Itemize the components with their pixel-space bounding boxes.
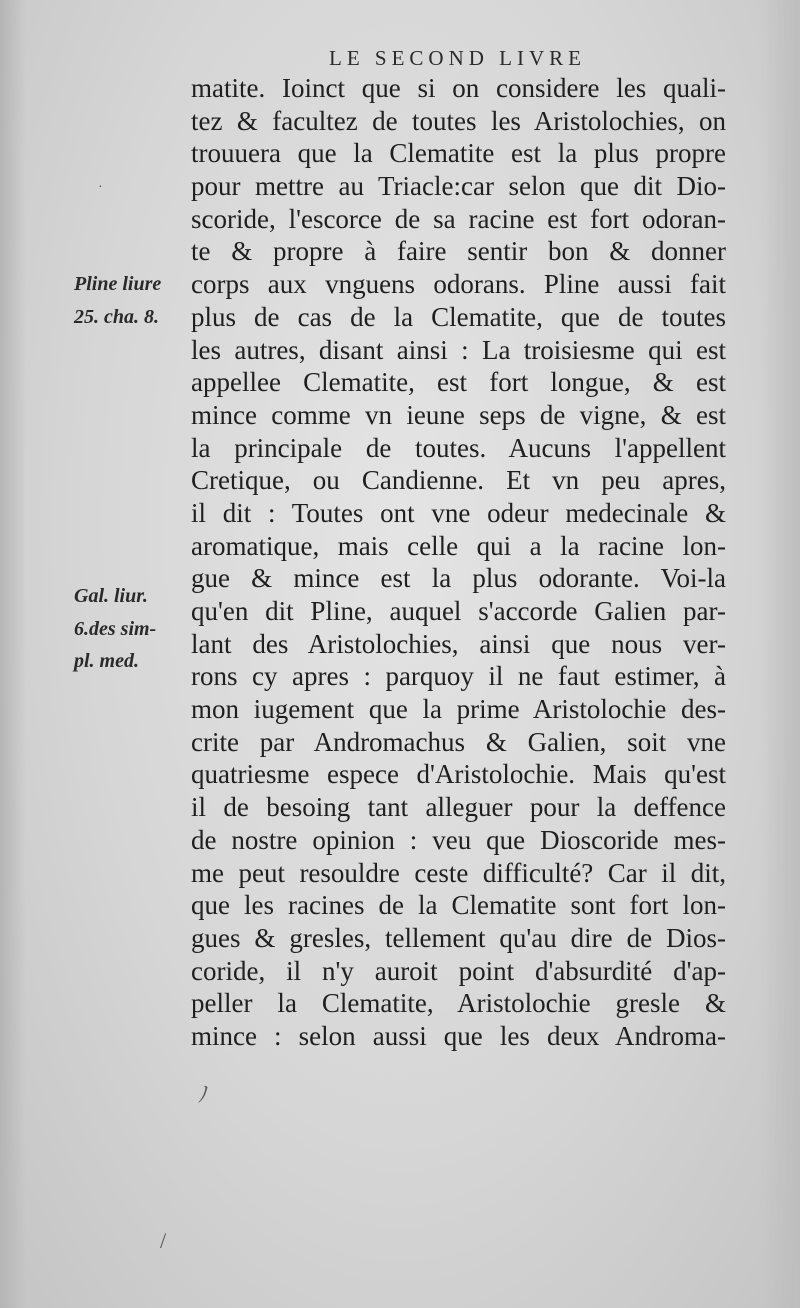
- ink-speck: ﾉ: [198, 1082, 210, 1107]
- text-line: mince comme vn ieune seps de vigne, & est: [191, 399, 726, 430]
- text-line: matite. Ioinct que si on considere les quali-: [191, 73, 726, 103]
- ink-speck: /: [160, 1228, 167, 1253]
- text-line: tez & facultez de toutes les Aristolochies, on: [191, 105, 726, 136]
- text-line: mon iugement que la prime Aristolochie des-: [191, 694, 726, 725]
- text-line: me peut resouldre ceste difficulté? Car il dit,: [191, 857, 726, 888]
- text-line: rons cy apres : parquoy il ne faut estimer, à: [191, 661, 726, 692]
- page-gutter-shadow: [0, 0, 26, 1308]
- text-line: peller la Clematite, Aristolochie gresle &: [191, 988, 726, 1019]
- text-line: coride, il n'y auroit point d'absurdité d'ap-: [191, 955, 726, 986]
- text-line: la principale de toutes. Aucuns l'appellent: [191, 432, 726, 463]
- text-line: plus de cas de la Clematite, que de toutes: [191, 301, 726, 332]
- text-line: appellee Clematite, est fort longue, & est: [191, 367, 726, 398]
- text-line: gues & gresles, tellement qu'au dire de Dios-: [191, 922, 726, 953]
- text-line: qu'en dit Pline, auquel s'accorde Galien par-: [191, 596, 726, 626]
- text-line: gue & mince est la plus odorante. Voi-la: [191, 563, 726, 594]
- text-line: scoride, l'escorce de sa racine est fort odoran-: [191, 203, 726, 234]
- body-text: [191, 72, 726, 1053]
- text-line: les autres, disant ainsi : La troisiesme qui est: [191, 334, 726, 365]
- running-head: LE SECOND LIVRE: [329, 46, 586, 70]
- text-line: aromatique, mais celle qui a la racine lon-: [191, 530, 726, 561]
- margin-note-line: 25. cha. 8.: [74, 305, 159, 328]
- text-line: que les racines de la Clematite sont fort lon-: [191, 890, 726, 921]
- margin-note-line: Gal. liur.: [74, 585, 148, 607]
- margin-note-line: pl. med.: [74, 650, 139, 673]
- page-edge-shadow: [760, 0, 800, 1308]
- text-line: Cretique, ou Candienne. Et vn peu apres,: [191, 465, 726, 496]
- text-line: mince : selon aussi que les deux Androma-: [191, 1020, 726, 1051]
- text-line: crite par Andromachus & Galien, soit vne: [191, 726, 726, 757]
- margin-note-line: Pline liure: [74, 273, 162, 295]
- text-line: quatriesme espece d'Aristolochie. Mais qu'est: [191, 759, 726, 790]
- text-line: lant des Aristolochies, ainsi que nous ver-: [191, 628, 726, 659]
- text-line: corps aux vnguens odorans. Pline aussi fait: [191, 269, 726, 300]
- margin-note-galien: [74, 580, 194, 678]
- text-line: te & propre à faire sentir bon & donner: [191, 236, 726, 267]
- text-line: de nostre opinion : veu que Dioscoride mes-: [191, 824, 726, 855]
- text-line: il de besoing tant alleguer pour la deffence: [191, 792, 726, 823]
- text-line: pour mettre au Triacle:car selon que dit Dio-: [191, 171, 726, 202]
- ink-speck: ·: [98, 180, 103, 195]
- margin-note-line: 6.des sim-: [74, 617, 157, 640]
- margin-note-pline: [74, 268, 194, 333]
- text-line: il dit : Toutes ont vne odeur medecinale &: [191, 497, 726, 528]
- text-line: trouuera que la Clematite est la plus propre: [191, 138, 726, 169]
